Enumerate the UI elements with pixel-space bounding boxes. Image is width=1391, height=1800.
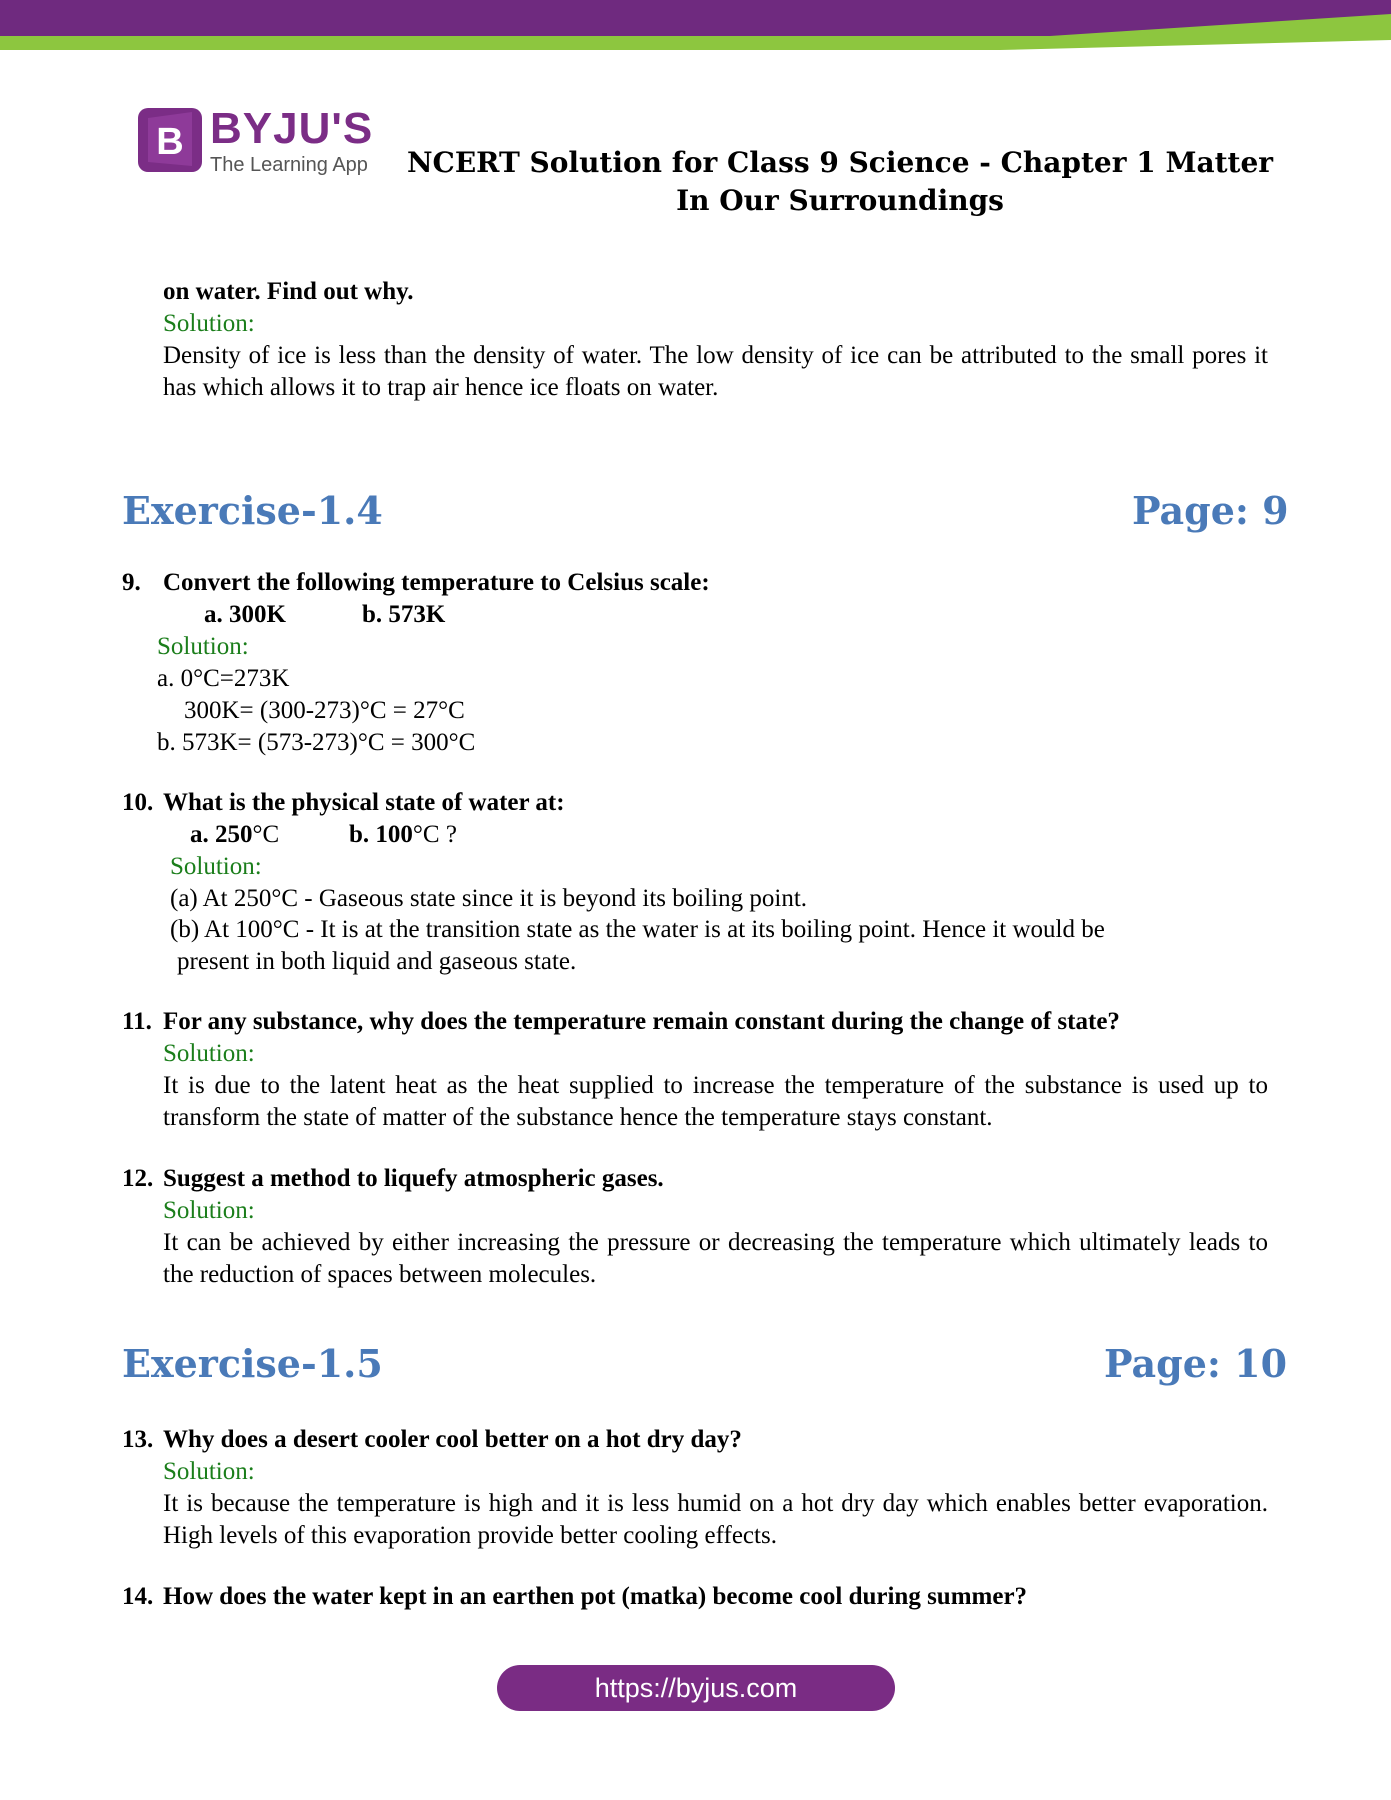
- page-reference: Page: 9: [1132, 488, 1289, 533]
- exercise-heading: Exercise-1.5: [122, 1341, 383, 1386]
- logo-tagline: The Learning App: [210, 154, 368, 176]
- solution-label: Solution:: [157, 633, 249, 660]
- answer-text: Density of ice is less than the density of water. The low density of ice can be attributed to the small pores it has which allows it to trap air hence ice floats on water.: [163, 342, 1268, 401]
- logo-wordmark: BYJU'S: [210, 104, 374, 153]
- option-a: a. 300K: [204, 601, 286, 628]
- question-text: Why does a desert cooler cool better on a hot dry day?: [163, 1426, 742, 1453]
- question-text: How does the water kept in an earthen pot (matka) become cool during summer?: [163, 1583, 1028, 1610]
- answer-text: It is because the temperature is high and it is less humid on a hot dry day which enables better evaporation. High levels of this evaporation provide better cooling effects.: [163, 1490, 1268, 1549]
- question-tail: on water. Find out why.: [163, 278, 414, 305]
- question-text: Suggest a method to liquefy atmospheric gases.: [163, 1165, 664, 1192]
- solution-line: 300K= (300-273)°C = 27°C: [184, 697, 465, 724]
- solution-line: a. 0°C=273K: [157, 665, 290, 692]
- option-a: a. 250°C: [190, 821, 280, 848]
- footer-url-link[interactable]: https://byjus.com: [497, 1665, 895, 1711]
- question-number: 13.: [122, 1426, 154, 1453]
- exercise-heading: Exercise-1.4: [122, 488, 383, 533]
- page-reference: Page: 10: [1104, 1341, 1288, 1386]
- solution-label: Solution:: [163, 310, 255, 337]
- question-number: 12.: [122, 1165, 154, 1192]
- solution-label: Solution:: [163, 1040, 255, 1067]
- solution-line: present in both liquid and gaseous state.: [177, 948, 577, 975]
- logo-mark: [138, 108, 202, 172]
- question-number: 14.: [122, 1583, 154, 1610]
- solution-line: (a) At 250°C - Gaseous state since it is beyond its boiling point.: [170, 885, 808, 912]
- solution-label: Solution:: [163, 1458, 255, 1485]
- logo-mark-letter: B: [156, 121, 184, 163]
- solution-line: (b) At 100°C - It is at the transition state as the water is at its boiling point. Hence it would be: [170, 916, 1105, 943]
- top-banner: [0, 0, 1391, 60]
- question-text: Convert the following temperature to Celsius scale:: [163, 569, 710, 596]
- answer-text: It is due to the latent heat as the heat supplied to increase the temperature of the substance is used up to transform the state of matter of the substance hence the temperature stays constant.: [163, 1072, 1268, 1131]
- solution-line: b. 573K= (573-273)°C = 300°C: [157, 729, 476, 756]
- solution-label: Solution:: [163, 1197, 255, 1224]
- question-text: For any substance, why does the temperature remain constant during the change of state?: [163, 1008, 1120, 1035]
- solution-label: Solution:: [170, 853, 262, 880]
- page-title: NCERT Solution for Class 9 Science - Chapter 1 Matter In Our Surroundings: [406, 146, 1274, 217]
- question-number: 9.: [122, 569, 141, 596]
- question-number: 10.: [122, 789, 154, 816]
- option-b: b. 100°C ?: [349, 821, 457, 848]
- option-b: b. 573K: [362, 601, 446, 628]
- answer-text: It can be achieved by either increasing the pressure or decreasing the temperature which ultimately leads to the reduction of spaces between molecules.: [163, 1229, 1268, 1288]
- question-text: What is the physical state of water at:: [163, 789, 565, 816]
- question-number: 11.: [122, 1008, 152, 1035]
